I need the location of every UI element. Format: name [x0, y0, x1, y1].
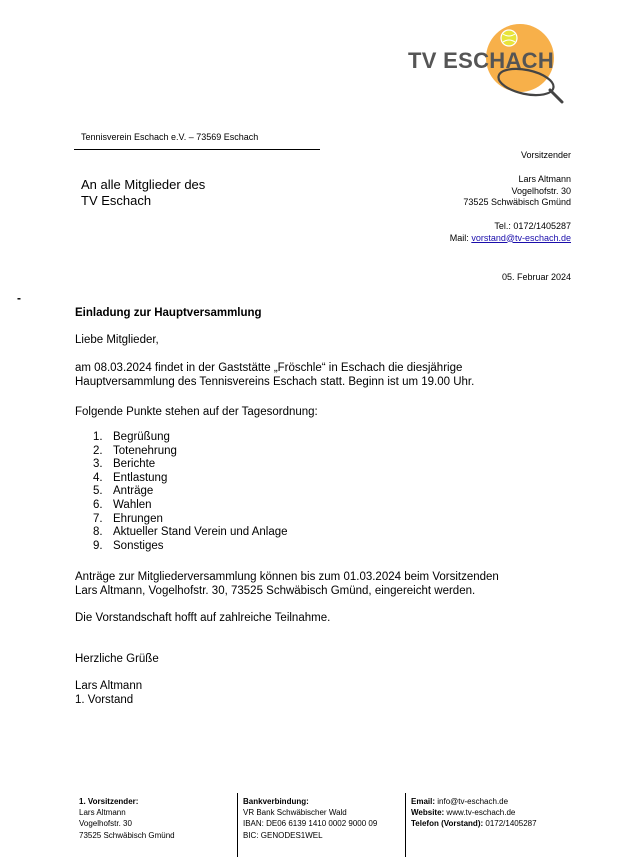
footer-website: Website: www.tv-eschach.de — [411, 808, 516, 818]
footer-bank — [243, 796, 377, 841]
fold-mark: - — [17, 291, 21, 305]
contact-info-block — [450, 150, 571, 244]
agenda-item: 5. Anträge — [93, 485, 154, 498]
signature-name: Lars Altmann — [75, 680, 143, 692]
agenda-item: 9. Sonstiges — [93, 539, 164, 552]
footer-bank-heading: Bankverbindung: — [243, 797, 309, 806]
sender-divider — [74, 149, 320, 150]
footer-divider — [237, 793, 238, 857]
agenda-item: 4. Entlastung — [93, 471, 168, 484]
paragraph-agenda-intro: Folgende Punkte stehen auf der Tagesordnung: — [75, 406, 318, 418]
agenda-item: 6. Wahlen — [93, 498, 152, 511]
recipient-address — [81, 177, 205, 209]
footer-chair — [79, 796, 175, 841]
mail-link[interactable]: vorstand@tv-eschach.de — [471, 232, 571, 243]
info-tel: Tel.: 0172/1405287 — [494, 221, 571, 231]
letter-date: 05. Februar 2024 — [501, 272, 571, 282]
recipient-line-2: TV Eschach — [81, 193, 152, 208]
footer-line: BIC: GENODES1WEL — [243, 830, 323, 840]
info-mail-label: Mail: — [449, 232, 472, 243]
footer-website-value[interactable]: www.tv-eschach.de — [444, 808, 516, 818]
recipient-line-1: An alle Mitglieder des — [81, 177, 206, 192]
footer-line: Vogelhofstr. 30 — [79, 819, 132, 829]
letter-subject: Einladung zur Hauptversammlung — [75, 307, 262, 319]
info-street: Vogelhofstr. 30 — [511, 185, 571, 196]
agenda-item: 2. Totenehrung — [93, 444, 177, 457]
letter-greeting: Liebe Mitglieder, — [75, 334, 159, 346]
logo-wordmark: TV ESCHACH — [408, 48, 555, 73]
signature-title: 1. Vorstand — [75, 694, 134, 706]
paragraph-line: Hauptversammlung des Tennisvereins Eschach statt. Beginn ist um 19.00 Uhr. — [75, 376, 475, 388]
footer-email-value[interactable]: info@tv-eschach.de — [435, 797, 509, 806]
footer-line: IBAN: DE06 6139 1410 0002 9000 09 — [243, 819, 378, 829]
agenda-item: 8. Aktueller Stand Verein und Anlage — [93, 526, 288, 539]
footer-chair-heading: 1. Vorsitzender: — [79, 797, 139, 806]
letter-closing: Herzliche Grüße — [75, 653, 159, 665]
paragraph-meeting-info — [75, 361, 575, 389]
footer-line: 73525 Schwäbisch Gmünd — [79, 830, 175, 840]
footer-contact — [411, 796, 537, 830]
paragraph-line: am 08.03.2024 findet in der Gaststätte „Fröschle“ in Eschach die diesjährige — [75, 362, 463, 374]
paragraph-motions — [75, 570, 575, 598]
footer-divider — [405, 793, 406, 857]
letter-signature — [75, 679, 575, 707]
agenda-list — [93, 431, 288, 553]
agenda-item: 1. Begrüßung — [93, 431, 170, 443]
footer-phone: Telefon (Vorstand): 0172/1405287 — [411, 819, 537, 829]
sender-line: Tennisverein Eschach e.V. – 73569 Eschach — [81, 132, 259, 142]
paragraph-line: Anträge zur Mitgliederversammlung können bis zum 01.03.2024 beim Vorsitzenden — [75, 571, 499, 583]
footer-email: Email: info@tv-eschach.de — [411, 797, 509, 806]
agenda-item: 3. Berichte — [93, 458, 156, 471]
info-mail — [450, 233, 571, 245]
footer-line: VR Bank Schwäbischer Wald — [243, 808, 347, 818]
paragraph-participation: Die Vorstandschaft hofft auf zahlreiche Teilnahme. — [75, 612, 331, 624]
paragraph-line: Lars Altmann, Vogelhofstr. 30, 73525 Schwäbisch Gmünd, eingereicht werden. — [75, 585, 476, 597]
tv-eschach-logo — [404, 24, 564, 106]
agenda-item: 7. Ehrungen — [93, 512, 163, 525]
info-city: 73525 Schwäbisch Gmünd — [463, 197, 571, 207]
info-role: Vorsitzender — [520, 150, 571, 160]
info-name: Lars Altmann — [518, 174, 571, 184]
footer-line: Lars Altmann — [79, 808, 126, 818]
